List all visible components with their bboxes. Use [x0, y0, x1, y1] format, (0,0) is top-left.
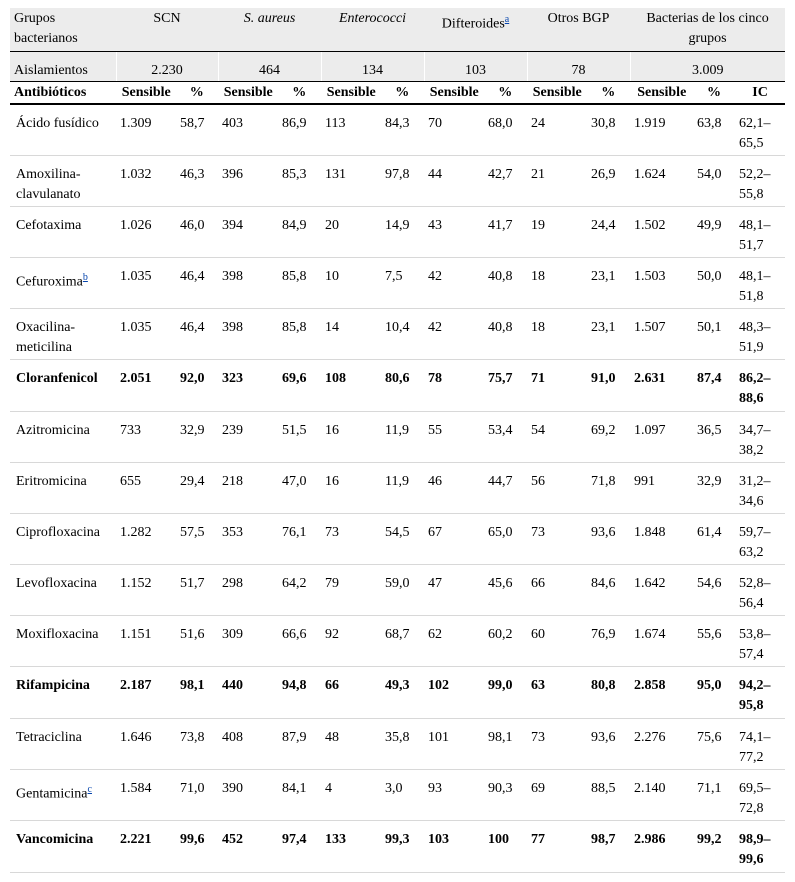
table-cell: 1.848: [630, 513, 693, 564]
table-row: [10, 718, 785, 769]
table-cell: 56: [527, 462, 587, 513]
table-cell: 98,1: [176, 666, 218, 718]
table-cell: 99,2: [693, 820, 735, 872]
table-cell: 34,7–38,2: [735, 411, 785, 462]
table-cell: 396: [218, 155, 278, 206]
table-cell: 86,2–88,6: [735, 359, 785, 411]
isolates-count: 103: [424, 52, 527, 82]
table-cell: 76,1: [278, 513, 321, 564]
table-cell: 30,8: [587, 104, 630, 155]
table-cell: 71: [527, 359, 587, 411]
table-cell: 390: [218, 769, 278, 820]
table-cell: 62,1–65,5: [735, 104, 785, 155]
table-cell: 1.502: [630, 206, 693, 257]
table-cell: 47: [424, 564, 484, 615]
table-row: [10, 411, 785, 462]
antibiotic-name: Cefotaxima: [10, 206, 116, 257]
table-cell: 73,8: [176, 718, 218, 769]
table-cell: 50,0: [693, 257, 735, 308]
table-cell: 113: [321, 104, 381, 155]
table-cell: 298: [218, 564, 278, 615]
table-cell: 23,1: [587, 308, 630, 359]
table-row: [10, 359, 785, 411]
table-cell: 42: [424, 308, 484, 359]
table-row: [10, 666, 785, 718]
table-cell: 49,9: [693, 206, 735, 257]
antibiotic-name: Levofloxacina: [10, 564, 116, 615]
sensible-header: Sensible: [218, 82, 278, 105]
table-cell: 62: [424, 615, 484, 666]
isolates-count: 3.009: [630, 52, 785, 82]
table-cell: 398: [218, 308, 278, 359]
isolates-count: 78: [527, 52, 630, 82]
group-label: Grupos bacterianos: [10, 8, 116, 52]
table-cell: 59,7–63,2: [735, 513, 785, 564]
table-cell: 75,6: [693, 718, 735, 769]
percent-header: %: [381, 82, 424, 105]
table-cell: 79: [321, 564, 381, 615]
table-cell: 1.026: [116, 206, 176, 257]
table-cell: 97,8: [381, 155, 424, 206]
ic-header: IC: [735, 82, 785, 105]
table-cell: 54,6: [693, 564, 735, 615]
table-cell: 1.919: [630, 104, 693, 155]
table-cell: 14: [321, 308, 381, 359]
table-cell: 99,3: [381, 820, 424, 872]
footnote-link-a[interactable]: a: [504, 14, 510, 25]
table-cell: 733: [116, 411, 176, 462]
table-cell: 73: [527, 513, 587, 564]
table-row: [10, 257, 785, 308]
table-cell: 2.221: [116, 820, 176, 872]
table-cell: 32,9: [693, 462, 735, 513]
table-cell: 51,6: [176, 615, 218, 666]
table-cell: 1.282: [116, 513, 176, 564]
table-cell: 84,3: [381, 104, 424, 155]
table-cell: 49,3: [381, 666, 424, 718]
table-cell: 99,6: [176, 820, 218, 872]
table-cell: 88,5: [587, 769, 630, 820]
antibiotic-name: Azitromicina: [10, 411, 116, 462]
table-cell: 103: [424, 820, 484, 872]
table-cell: 94,8: [278, 666, 321, 718]
table-cell: 98,7: [587, 820, 630, 872]
table-cell: 323: [218, 359, 278, 411]
percent-header: %: [176, 82, 218, 105]
table-cell: 353: [218, 513, 278, 564]
table-cell: 1.646: [116, 718, 176, 769]
table-cell: 67: [424, 513, 484, 564]
table-cell: 239: [218, 411, 278, 462]
table-cell: 69,5–72,8: [735, 769, 785, 820]
table-cell: 1.035: [116, 257, 176, 308]
table-cell: 31,2–34,6: [735, 462, 785, 513]
table-cell: 1.097: [630, 411, 693, 462]
table-cell: 71,0: [176, 769, 218, 820]
table-cell: 18: [527, 257, 587, 308]
table-row: [10, 820, 785, 872]
isolates-label: Aislamientos: [10, 52, 116, 82]
sensible-header: Sensible: [424, 82, 484, 105]
table-cell: 84,9: [278, 206, 321, 257]
table-cell: 1.507: [630, 308, 693, 359]
group-header-difteroides: Difteroides$^a$: [424, 8, 527, 52]
sensible-header: Sensible: [116, 82, 176, 105]
table-cell: 87,9: [278, 718, 321, 769]
table-cell: 10: [321, 257, 381, 308]
antibiotic-name: Ácido fusídico: [10, 104, 116, 155]
antibiotics-label: Antibióticos: [10, 82, 116, 105]
table-cell: 61,4: [693, 513, 735, 564]
table-cell: 108: [321, 359, 381, 411]
table-cell: 16: [321, 462, 381, 513]
table-cell: 1.624: [630, 155, 693, 206]
table-cell: 46,3: [176, 155, 218, 206]
table-cell: 46,0: [176, 206, 218, 257]
table-cell: 57,5: [176, 513, 218, 564]
table-cell: 2.187: [116, 666, 176, 718]
table-cell: 16: [321, 411, 381, 462]
antibiotic-name: Eritromicina: [10, 462, 116, 513]
table-cell: 23,1: [587, 257, 630, 308]
table-cell: 2.051: [116, 359, 176, 411]
table-cell: 2.276: [630, 718, 693, 769]
table-cell: 11,9: [381, 462, 424, 513]
table-cell: 20: [321, 206, 381, 257]
table-cell: 51,7: [176, 564, 218, 615]
table-cell: 60,2: [484, 615, 527, 666]
table-cell: 76,9: [587, 615, 630, 666]
table-cell: 44,7: [484, 462, 527, 513]
table-cell: 991: [630, 462, 693, 513]
table-cell: 84,1: [278, 769, 321, 820]
table-cell: 95,0: [693, 666, 735, 718]
table-cell: 40,8: [484, 308, 527, 359]
table-row: [10, 513, 785, 564]
table-cell: 40,8: [484, 257, 527, 308]
table-cell: 133: [321, 820, 381, 872]
table-cell: 14,9: [381, 206, 424, 257]
table-cell: 68,7: [381, 615, 424, 666]
table-cell: 73: [527, 718, 587, 769]
table-cell: 46,4: [176, 257, 218, 308]
isolates-count: 2.230: [116, 52, 218, 82]
table-cell: 398: [218, 257, 278, 308]
table-cell: 1.151: [116, 615, 176, 666]
table-cell: 63: [527, 666, 587, 718]
table-cell: 71,8: [587, 462, 630, 513]
table-cell: 101: [424, 718, 484, 769]
table-cell: 84,6: [587, 564, 630, 615]
table-cell: 69,6: [278, 359, 321, 411]
table-cell: 66: [527, 564, 587, 615]
table-cell: 93,6: [587, 718, 630, 769]
sensible-header: Sensible: [321, 82, 381, 105]
isolates-count: 134: [321, 52, 424, 82]
antibiotic-name: Moxifloxacina: [10, 615, 116, 666]
percent-header: %: [587, 82, 630, 105]
table-cell: 102: [424, 666, 484, 718]
table-cell: 1.642: [630, 564, 693, 615]
table-cell: 26,9: [587, 155, 630, 206]
group-header-all: Bacterias de los cinco grupos: [630, 8, 785, 52]
table-row: [10, 615, 785, 666]
table-cell: 41,7: [484, 206, 527, 257]
header-row-groups: [10, 8, 785, 52]
table-cell: 100: [484, 820, 527, 872]
antibiotic-name: Amoxilina-clavulanato: [10, 155, 116, 206]
table-cell: 43: [424, 206, 484, 257]
table-cell: 48: [321, 718, 381, 769]
table-cell: 18: [527, 308, 587, 359]
table-cell: 35,8: [381, 718, 424, 769]
table-cell: 85,8: [278, 308, 321, 359]
table-row: [10, 769, 785, 820]
table-cell: 97,4: [278, 820, 321, 872]
table-cell: 45,6: [484, 564, 527, 615]
antibiotic-name: Tetraciclina: [10, 718, 116, 769]
table-cell: 55: [424, 411, 484, 462]
group-header-scn: SCN: [116, 8, 218, 52]
table-cell: 452: [218, 820, 278, 872]
antibiotic-name: Cloranfenicol: [10, 359, 116, 411]
table-cell: 54: [527, 411, 587, 462]
table-cell: 98,9–99,6: [735, 820, 785, 872]
group-header-otros-bgp: Otros BGP: [527, 8, 630, 52]
table-cell: 93: [424, 769, 484, 820]
table-cell: 75,7: [484, 359, 527, 411]
antibiotic-name: Rifampicina: [10, 666, 116, 718]
table-cell: 80,6: [381, 359, 424, 411]
table-cell: 1.032: [116, 155, 176, 206]
table-cell: 86,9: [278, 104, 321, 155]
table-cell: 74,1–77,2: [735, 718, 785, 769]
table-cell: 309: [218, 615, 278, 666]
table-cell: 58,7: [176, 104, 218, 155]
table-cell: 55,6: [693, 615, 735, 666]
table-cell: 2.631: [630, 359, 693, 411]
table-cell: 64,2: [278, 564, 321, 615]
percent-header: %: [484, 82, 527, 105]
sensible-header: Sensible: [527, 82, 587, 105]
table-cell: 54,5: [381, 513, 424, 564]
table-cell: 4: [321, 769, 381, 820]
table-cell: 63,8: [693, 104, 735, 155]
table-cell: 655: [116, 462, 176, 513]
table-cell: 2.858: [630, 666, 693, 718]
table-cell: 1.503: [630, 257, 693, 308]
table-cell: 46: [424, 462, 484, 513]
group-header-enterococci: Enterococci: [321, 8, 424, 52]
table-row: [10, 564, 785, 615]
antibiotic-name: Oxacilina-meticilina: [10, 308, 116, 359]
table-cell: 48,1–51,8: [735, 257, 785, 308]
table-cell: 54,0: [693, 155, 735, 206]
table-cell: 73: [321, 513, 381, 564]
table-cell: 42: [424, 257, 484, 308]
table-cell: 93,6: [587, 513, 630, 564]
table-cell: 48,1–51,7: [735, 206, 785, 257]
table-cell: 52,2–55,8: [735, 155, 785, 206]
group-header-s-aureus: S. aureus: [218, 8, 321, 52]
table-row: [10, 462, 785, 513]
sensible-header: Sensible: [630, 82, 693, 105]
table-cell: 98,1: [484, 718, 527, 769]
header-row-columns: [10, 82, 785, 105]
susceptibility-table: [10, 8, 785, 873]
table-cell: 52,8–56,4: [735, 564, 785, 615]
table-row: [10, 104, 785, 155]
table-cell: 53,8–57,4: [735, 615, 785, 666]
table-cell: 36,5: [693, 411, 735, 462]
table-cell: 2.140: [630, 769, 693, 820]
table-cell: 2.986: [630, 820, 693, 872]
table-cell: 1.152: [116, 564, 176, 615]
footnote-link-b[interactable]: b: [82, 271, 88, 283]
percent-header: %: [278, 82, 321, 105]
table-cell: 70: [424, 104, 484, 155]
table-cell: 218: [218, 462, 278, 513]
table-cell: 394: [218, 206, 278, 257]
table-cell: 78: [424, 359, 484, 411]
antibiotic-name: Gentamicina$^c$: [10, 769, 116, 820]
table-cell: 66: [321, 666, 381, 718]
table-cell: 440: [218, 666, 278, 718]
table-cell: 99,0: [484, 666, 527, 718]
percent-header: %: [693, 82, 735, 105]
table-cell: 77: [527, 820, 587, 872]
table-cell: 59,0: [381, 564, 424, 615]
table-cell: 85,8: [278, 257, 321, 308]
table-cell: 69: [527, 769, 587, 820]
table-cell: 66,6: [278, 615, 321, 666]
table-cell: 32,9: [176, 411, 218, 462]
table-cell: 19: [527, 206, 587, 257]
table-cell: 68,0: [484, 104, 527, 155]
header-row-isolates: [10, 52, 785, 82]
table-row: [10, 308, 785, 359]
table-cell: 94,2–95,8: [735, 666, 785, 718]
table-cell: 69,2: [587, 411, 630, 462]
table-cell: 403: [218, 104, 278, 155]
table-cell: 1.674: [630, 615, 693, 666]
table-cell: 50,1: [693, 308, 735, 359]
table-cell: 80,8: [587, 666, 630, 718]
table-cell: 53,4: [484, 411, 527, 462]
table-cell: 47,0: [278, 462, 321, 513]
table-cell: 90,3: [484, 769, 527, 820]
table-cell: 44: [424, 155, 484, 206]
table-cell: 92,0: [176, 359, 218, 411]
footnote-link-c[interactable]: c: [87, 783, 92, 795]
table-cell: 7,5: [381, 257, 424, 308]
table-cell: 131: [321, 155, 381, 206]
table-cell: 85,3: [278, 155, 321, 206]
table-cell: 10,4: [381, 308, 424, 359]
isolates-count: 464: [218, 52, 321, 82]
table-cell: 92: [321, 615, 381, 666]
table-cell: 24: [527, 104, 587, 155]
antibiotic-name: Vancomicina: [10, 820, 116, 872]
table-cell: 1.309: [116, 104, 176, 155]
table-cell: 1.035: [116, 308, 176, 359]
table-cell: 21: [527, 155, 587, 206]
table-row: [10, 206, 785, 257]
table-cell: 48,3–51,9: [735, 308, 785, 359]
table-cell: 71,1: [693, 769, 735, 820]
table-cell: 3,0: [381, 769, 424, 820]
table-cell: 51,5: [278, 411, 321, 462]
table-cell: 29,4: [176, 462, 218, 513]
table-cell: 46,4: [176, 308, 218, 359]
table-cell: 87,4: [693, 359, 735, 411]
table-cell: 60: [527, 615, 587, 666]
table-row: [10, 155, 785, 206]
table-cell: 91,0: [587, 359, 630, 411]
table-cell: 1.584: [116, 769, 176, 820]
table-cell: 42,7: [484, 155, 527, 206]
table-cell: 11,9: [381, 411, 424, 462]
table-cell: 65,0: [484, 513, 527, 564]
table-cell: 24,4: [587, 206, 630, 257]
antibiotic-name: Cefuroxima$^b$: [10, 257, 116, 308]
table-cell: 408: [218, 718, 278, 769]
antibiotic-name: Ciprofloxacina: [10, 513, 116, 564]
